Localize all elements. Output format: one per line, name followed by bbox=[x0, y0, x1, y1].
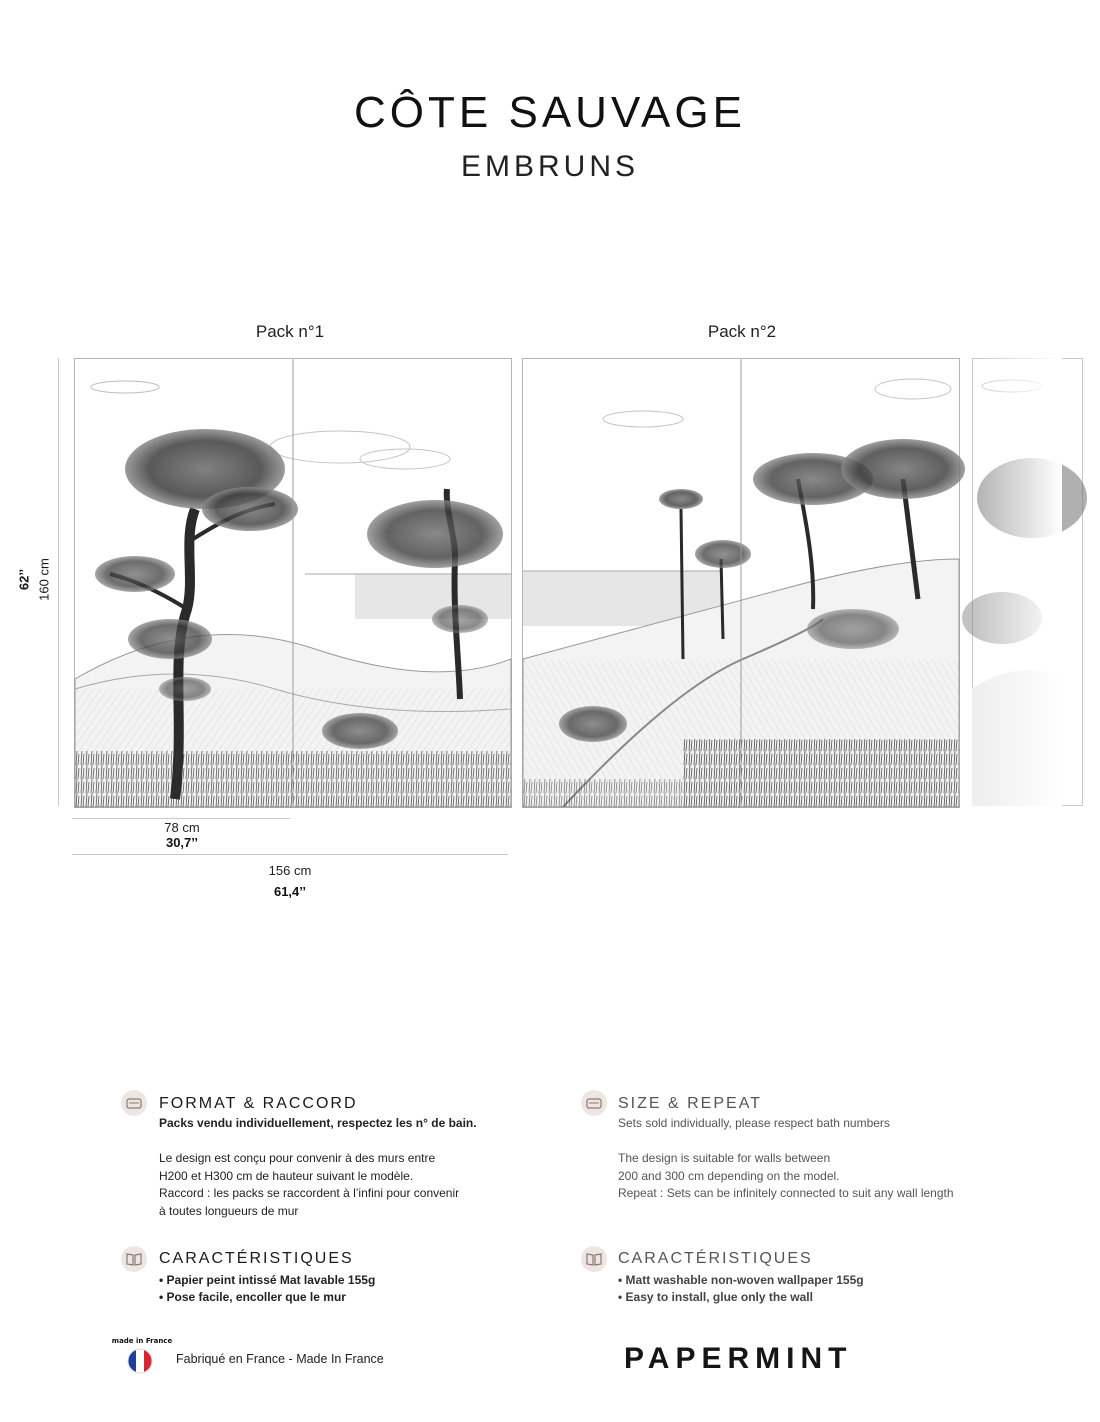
format-line-fr-3: H200 et H300 cm de hauteur suivant le modèle. bbox=[159, 1169, 414, 1183]
pack-2-label: Pack n°2 bbox=[707, 322, 777, 341]
format-title-en: SIZE & REPEAT bbox=[618, 1095, 762, 1112]
format-title-fr: FORMAT & RACCORD bbox=[159, 1095, 358, 1112]
book-icon bbox=[121, 1246, 147, 1272]
pack-width-cm: 156 cm bbox=[268, 863, 312, 878]
papermint-logo: PAPERMINT bbox=[624, 1342, 853, 1375]
pack-3-preview bbox=[972, 358, 1062, 806]
page-title: CÔTE SAUVAGE bbox=[354, 88, 746, 137]
format-line-en-2: The design is suitable for walls between bbox=[618, 1151, 831, 1165]
strip-width-cm: 78 cm bbox=[164, 820, 200, 835]
carac-title-en: CARACTÉRISTIQUES bbox=[618, 1250, 813, 1267]
page-subtitle: EMBRUNS bbox=[460, 150, 639, 183]
height-cm: 160 cm bbox=[36, 558, 52, 601]
book-icon bbox=[581, 1246, 607, 1272]
format-line-fr-5: à toutes longueurs de mur bbox=[159, 1204, 299, 1218]
measuring-tape-icon bbox=[581, 1090, 607, 1116]
format-line-en-1: Sets sold individually, please respect bath numbers bbox=[618, 1116, 890, 1130]
pack-width-inches: 61,4’’ bbox=[273, 884, 307, 899]
pack-2-illustration bbox=[523, 359, 959, 807]
strip-dimension-line bbox=[72, 818, 290, 819]
format-line-fr-4: Raccord : les packs se raccordent à l’infini pour convenir bbox=[159, 1186, 460, 1200]
format-line-en-3: 200 and 300 cm depending on the model. bbox=[618, 1169, 840, 1183]
measuring-tape-icon bbox=[121, 1090, 147, 1116]
pack-1-illustration bbox=[75, 359, 511, 807]
carac-line-fr-2: • Pose facile, encoller que le mur bbox=[159, 1290, 346, 1304]
made-in-france-text: Fabriqué en France - Made In France bbox=[176, 1352, 384, 1366]
height-dimension-line bbox=[58, 358, 59, 806]
pack-3-illustration bbox=[972, 358, 1062, 806]
carac-title-fr: CARACTÉRISTIQUES bbox=[159, 1250, 354, 1267]
carac-line-en-1: • Matt washable non-woven wallpaper 155g bbox=[618, 1273, 864, 1287]
format-line-fr-2: Le design est conçu pour convenir à des murs entre bbox=[159, 1151, 436, 1165]
format-line-en-4: Repeat : Sets can be infinitely connected to suit any wall length bbox=[618, 1186, 954, 1200]
carac-line-en-2: • Easy to install, glue only the wall bbox=[618, 1290, 813, 1304]
pack-1-label: Pack n°1 bbox=[255, 322, 325, 341]
pack-2-panel bbox=[522, 358, 960, 808]
france-flag-icon bbox=[111, 1334, 173, 1384]
pack-dimension-line bbox=[72, 854, 508, 855]
pack-1-panel bbox=[74, 358, 512, 808]
strip-width-inches: 30,7’’ bbox=[165, 835, 199, 850]
made-in-france-badge bbox=[111, 1334, 173, 1384]
format-line-fr-1: Packs vendu individuellement, respectez les n° de bain. bbox=[159, 1116, 477, 1130]
carac-line-fr-1: • Papier peint intissé Mat lavable 155g bbox=[159, 1273, 376, 1287]
height-inches: 62’’ bbox=[16, 568, 32, 591]
badge-text: made in France bbox=[111, 1337, 173, 1345]
